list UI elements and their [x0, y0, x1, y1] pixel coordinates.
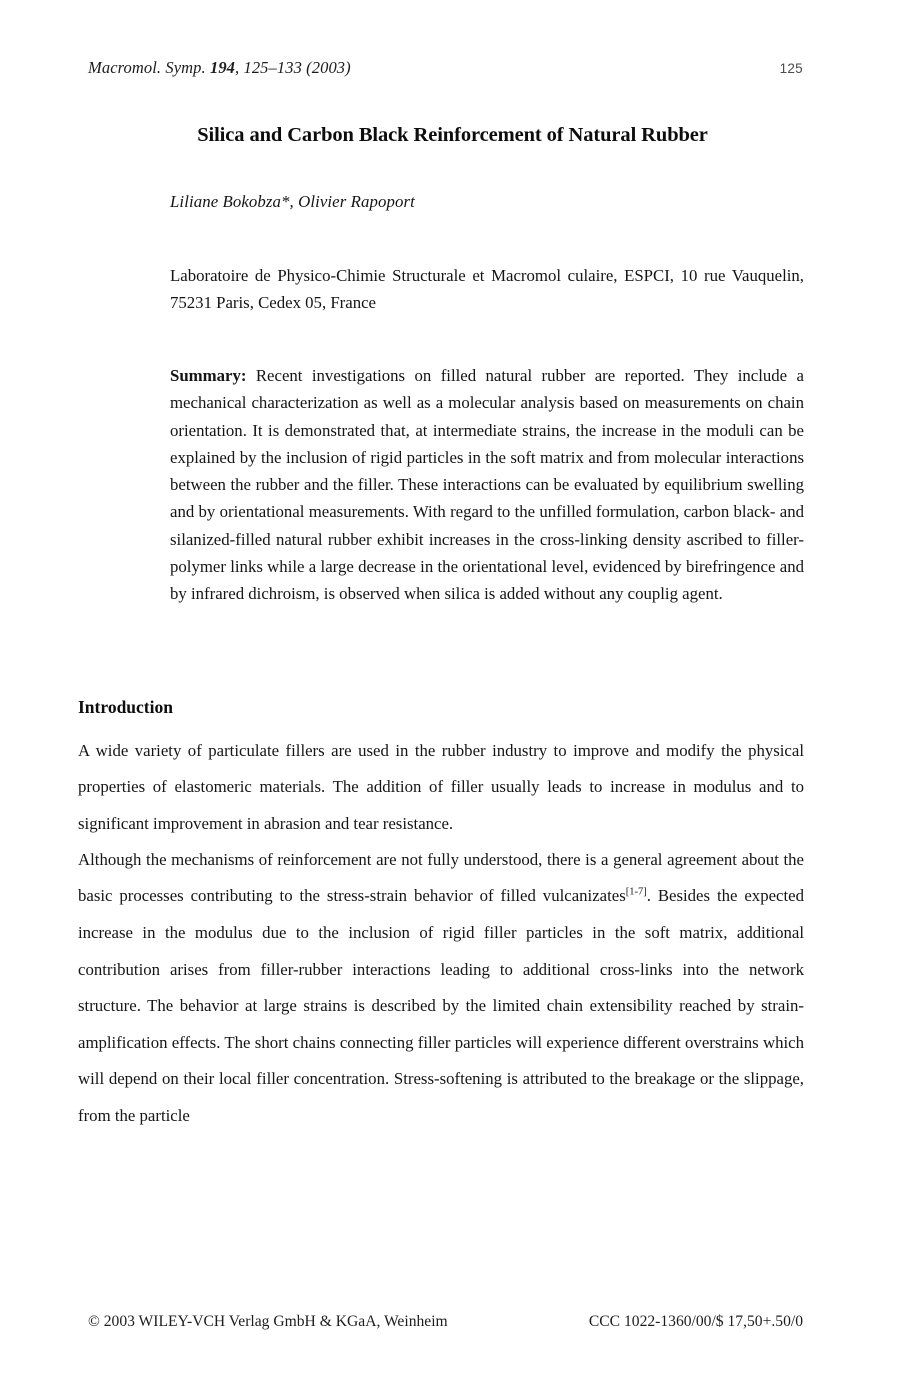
page-footer	[88, 1313, 803, 1331]
ccc-code: CCC 1022-1360/00/$ 17,50+.50/0	[588, 1313, 803, 1330]
summary-label: Summary:	[170, 366, 247, 385]
section-heading-introduction: Introduction	[78, 696, 173, 717]
summary-block	[170, 362, 804, 608]
page-number: 125	[779, 61, 803, 76]
author-list: Liliane Bokobza*, Olivier Rapoport	[170, 192, 415, 211]
journal-name: Macromol. Symp.	[88, 58, 210, 77]
journal-citation	[88, 58, 351, 78]
journal-pages: , 125–133 (2003)	[235, 58, 351, 77]
body-text-before-citation: Although the mechanisms of reinforcement are not fully understood, there is a general agreement about the basic processes contributing to the stress-strain behavior of filled vulcanizates	[78, 849, 804, 906]
page-title: Silica and Carbon Black Reinforcement of Natural Rubber	[197, 123, 708, 146]
affiliation-block: Laboratoire de Physico-Chimie Structurale et Macromol culaire, ESPCI, 10 rue Vauquelin, 75231 Paris, Cedex 05, France	[170, 266, 804, 312]
citation-reference: [1-7]	[625, 886, 647, 898]
body-paragraph	[78, 842, 804, 1135]
summary-text: Recent investigations on filled natural rubber are reported. They include a mechanical characterization as well as a molecular analysis based on measurements on chain orientation. It is demonstrated that, at intermediate strains, the increase in the moduli can be explained by the inclusion of rigid particles in the soft matrix and from molecular interactions between the rubber and the filler. These interactions can be evaluated by equilibrium swelling and by orientational measurements. With regard to the unfilled formulation, carbon black- and silanized-filled natural rubber exhibit increases in the cross-linking density ascribed to filler-polymer links while a large decrease in the orientational level, evidenced by birefringence and by infrared dichroism, is observed when silica is added without any couplig agent.	[170, 366, 804, 604]
body-text-after-citation: . Besides the expected increase in the modulus due to the inclusion of rigid filler particles in the soft matrix, additional contribution arises from filler-rubber interactions leading to additional cross-links into the network structure. The behavior at large strains is described by the limited chain extensibility reached by strain-amplification effects. The short chains connecting filler particles will experience different overstrains which will depend on their local filler concentration. Stress-softening is attributed to the breakage or the slippage, from the particle	[78, 886, 804, 1125]
journal-volume: 194	[209, 58, 236, 77]
body-paragraph: A wide variety of particulate fillers are used in the rubber industry to improve and modify the physical properties of elastomeric materials. The addition of filler usually leads to increase in modulus and to significant improvement in abrasion and tear resistance.	[78, 740, 804, 833]
copyright-notice: © 2003 WILEY-VCH Verlag GmbH & KGaA, Weinheim	[88, 1313, 448, 1330]
running-head	[88, 58, 803, 84]
